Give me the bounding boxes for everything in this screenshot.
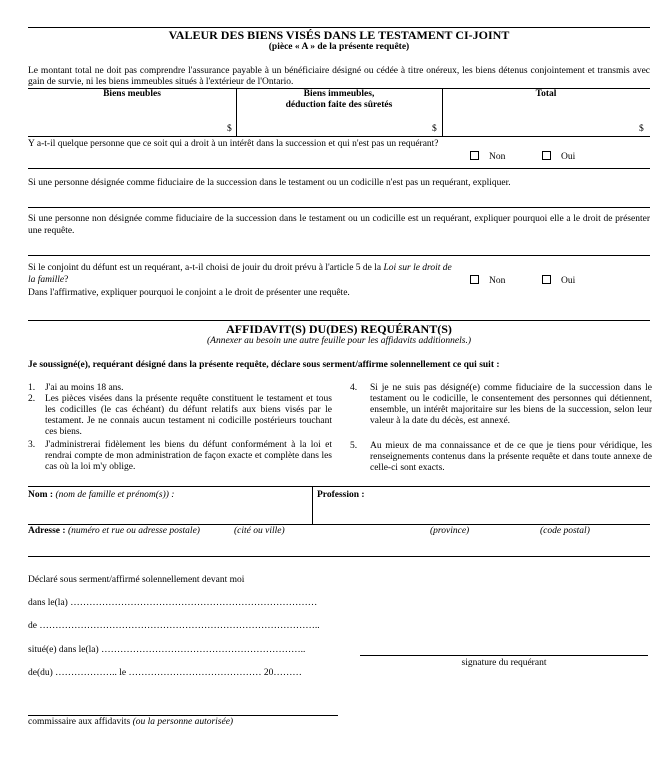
checkbox-icon[interactable] — [542, 275, 551, 284]
question-fiduciary-not-applicant: Si une personne désignée comme fiduciaire de la succession dans le testament ou un codicille n'est pas un requérant, expliquer. — [28, 178, 511, 188]
col-header-deduction: déduction faite des sûretés — [285, 100, 393, 110]
commissioner-label: commissaire aux affidavits (ou la personne autorisée) — [28, 717, 234, 727]
intro-text: Le montant total ne doit pas comprendre l'assurance payable à un bénéficiaire désigné ou cédée à titre onéreux, les biens détenus conjointement et transmis avec gain de survie, ni les biens immeubles situés à l'extérieur de l'Ontario. — [28, 66, 650, 87]
question-spouse: Si le conjoint du défunt est un requérant, a-t-il choisi de jouir du droit prévu à l'article 5 de la Loi sur le droit de la famille? — [28, 263, 452, 285]
signature-line[interactable] — [360, 655, 648, 656]
postal-code-hint: (code postal) — [540, 526, 590, 536]
name-top-rule — [28, 486, 650, 487]
rule-q2 — [28, 207, 650, 208]
address-bottom-rule — [28, 556, 650, 557]
name-field[interactable]: Nom : (nom de famille et prénom(s)) : — [28, 490, 175, 500]
oath-declared: Déclaré sous serment/affirmé solennellement devant moi — [28, 575, 245, 585]
oath-line-date[interactable]: de(du) ……………….. le …………………………………… 20……… — [28, 668, 302, 678]
q1-non-option[interactable]: Non — [470, 151, 505, 162]
checkbox-icon[interactable] — [470, 151, 479, 160]
name-profession-divider — [312, 486, 313, 524]
section2-top-rule — [28, 320, 650, 321]
currency-symbol-2: $ — [432, 124, 437, 134]
col-header-biens-immeubles: Biens immeubles, — [303, 89, 375, 99]
question-non-fiduciary-applicant: Si une personne non désignée comme fiduciaire de la succession dans le testament ou un codicille est un requérant, expliquer pourquoi elle a le droit de présenter une requête. — [28, 214, 650, 236]
section-subtitle-piece: (pièce « A » de la présente requête) — [268, 42, 410, 52]
oath-line-situe[interactable]: situé(e) dans le(la) ……………………………………………………….. — [28, 645, 306, 655]
oath-line-dans[interactable]: dans le(la) …………………………………………………………………… — [28, 598, 318, 608]
commissioner-line[interactable] — [28, 715, 338, 716]
section-subtitle-annex: (Annexer au besoin une autre feuille pour les affidavits additionnels.) — [206, 336, 472, 346]
currency-symbol-1: $ — [227, 124, 232, 134]
q1-oui-option[interactable]: Oui — [542, 151, 575, 162]
declaration-text: Je soussigné(e), requérant désigné dans la présente requête, déclare sous serment/affirme solennellement ce qui suit : — [28, 360, 500, 370]
q4-oui-option[interactable]: Oui — [542, 275, 575, 286]
col-header-total: Total — [535, 89, 557, 99]
rule-q3 — [28, 255, 650, 256]
city-hint: (cité ou ville) — [234, 526, 285, 536]
q4-non-option[interactable]: Non — [470, 275, 505, 286]
currency-symbol-3: $ — [639, 124, 644, 134]
name-bottom-rule — [28, 524, 650, 525]
signature-label: signature du requérant — [461, 658, 547, 668]
profession-field[interactable]: Profession : — [317, 490, 365, 500]
section-title-affidavit: AFFIDAVIT(S) DU(DES) REQUÉRANT(S) — [226, 322, 452, 336]
col-header-biens-meubles: Biens meubles — [103, 89, 161, 99]
oath-line-de[interactable]: de …………………………………………………………………………….. — [28, 621, 320, 631]
address-field[interactable]: Adresse : (numéro et rue ou adresse postale) — [28, 526, 200, 536]
table-bottom-rule — [28, 136, 650, 137]
checkbox-icon[interactable] — [542, 151, 551, 160]
question-interest: Y a-t-il quelque personne que ce soit qui a droit à un intérêt dans la succession et qui n'est pas un requérant? — [28, 139, 439, 149]
question-spouse-explain: Dans l'affirmative, expliquer pourquoi le conjoint a le droit de présenter une requête. — [28, 288, 350, 298]
checkbox-icon[interactable] — [470, 275, 479, 284]
province-hint: (province) — [430, 526, 470, 536]
section-title-valeur: VALEUR DES BIENS VISÉS DANS LE TESTAMENT CI-JOINT — [168, 28, 510, 42]
rule-q1 — [28, 168, 650, 169]
